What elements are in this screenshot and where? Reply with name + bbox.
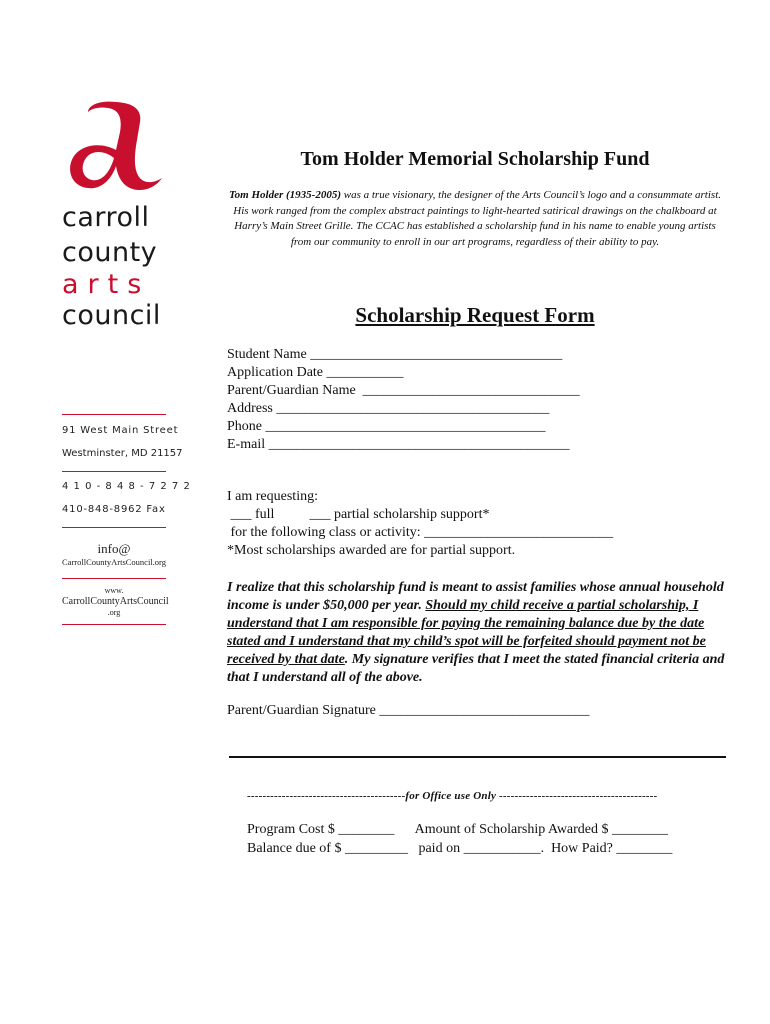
signature-field[interactable]: Parent/Guardian Signature ______________________________ (227, 703, 590, 718)
phone-number: 4 1 0 - 8 4 8 - 7 2 7 2 (62, 481, 191, 492)
web-suffix: .org (107, 608, 121, 617)
partial-support-note: *Most scholarships awarded are for partial support. (227, 543, 516, 558)
web-prefix: www. (104, 586, 124, 595)
intro-paragraph (228, 188, 722, 250)
address-street: 91 West Main Street (62, 425, 179, 436)
arts-council-logo-icon (58, 98, 168, 198)
divider (62, 414, 166, 415)
divider (62, 527, 166, 528)
financial-statement (227, 579, 727, 687)
office-row-program-cost: Program Cost $ ________ Amount of Scholarship Awarded $ ________ (247, 822, 669, 837)
statement-part3: . My signature verifies that I meet the stated financial criteria and that I understand all of the above. (227, 652, 725, 685)
scholarship-type-options[interactable]: ___ full ___ partial scholarship support* (227, 507, 490, 522)
form-title: Scholarship Request Form (355, 303, 595, 327)
office-dashes-right: ----------------------------------------- (496, 790, 658, 802)
intro-name: Tom Holder (1935-2005) (228, 189, 341, 201)
divider (62, 578, 166, 579)
divider (62, 624, 166, 625)
request-section (227, 488, 613, 560)
office-dashes-left: ----------------------------------------- (247, 790, 406, 802)
address-city: Westminster, MD 21157 (62, 448, 183, 459)
class-activity-field[interactable]: for the following class or activity: ___________________________ (227, 525, 614, 540)
divider (229, 756, 726, 758)
student-name-field[interactable]: Student Name ____________________________________ (227, 347, 563, 362)
intro-text: was a true visionary, the designer of the Arts Council’s logo and a consummate artist. His work ranged from the complex abstract paintings to light-hearted satirical drawings on the chalkboard at Harry’s Main Street Grille. The CCAC has established a scholarship fund in his name to enable young artists from our community to enroll in our art programs, regardless of their ability to pay. (233, 189, 722, 248)
parent-guardian-name-field[interactable]: Parent/Guardian Name _______________________________ (227, 383, 580, 398)
email-domain: CarrollCountyArtsCouncil.org (62, 557, 166, 567)
phone-field[interactable]: Phone ________________________________________ (227, 419, 546, 434)
divider (62, 471, 166, 472)
logo-word-county: county (62, 237, 158, 268)
email-user: info@ (97, 541, 131, 556)
applicant-fields (227, 346, 580, 454)
statement-part1: I realize that this scholarship fund is meant to assist families whose annual household income is under $50,000 per year. (227, 580, 724, 613)
logo-word-carroll: carroll (62, 202, 150, 233)
application-date-field[interactable]: Application Date ___________ (227, 365, 404, 380)
address-field[interactable]: Address _______________________________________ (227, 401, 550, 416)
page-title: Tom Holder Memorial Scholarship Fund (300, 148, 650, 170)
logo-word-arts: arts (62, 269, 151, 300)
office-row-balance: Balance due of $ _________ paid on ___________. How Paid? ________ (247, 841, 673, 856)
request-heading: I am requesting: (227, 489, 318, 504)
fax-number: 410-848-8962 Fax (62, 504, 166, 515)
email-field[interactable]: E-mail ___________________________________________ (227, 437, 570, 452)
logo-word-council: council (62, 300, 161, 331)
statement-part2: Should my child receive a partial scholarship, I understand that I am responsible for paying the remaining balance due by the date stated and I understand that my child’s spot will be forfeited should payment not be received by that date (227, 598, 706, 667)
web-name: CarrollCountyArtsCouncil (62, 596, 169, 607)
office-use-header (247, 790, 657, 802)
office-use-label: for Office use Only (405, 790, 497, 802)
